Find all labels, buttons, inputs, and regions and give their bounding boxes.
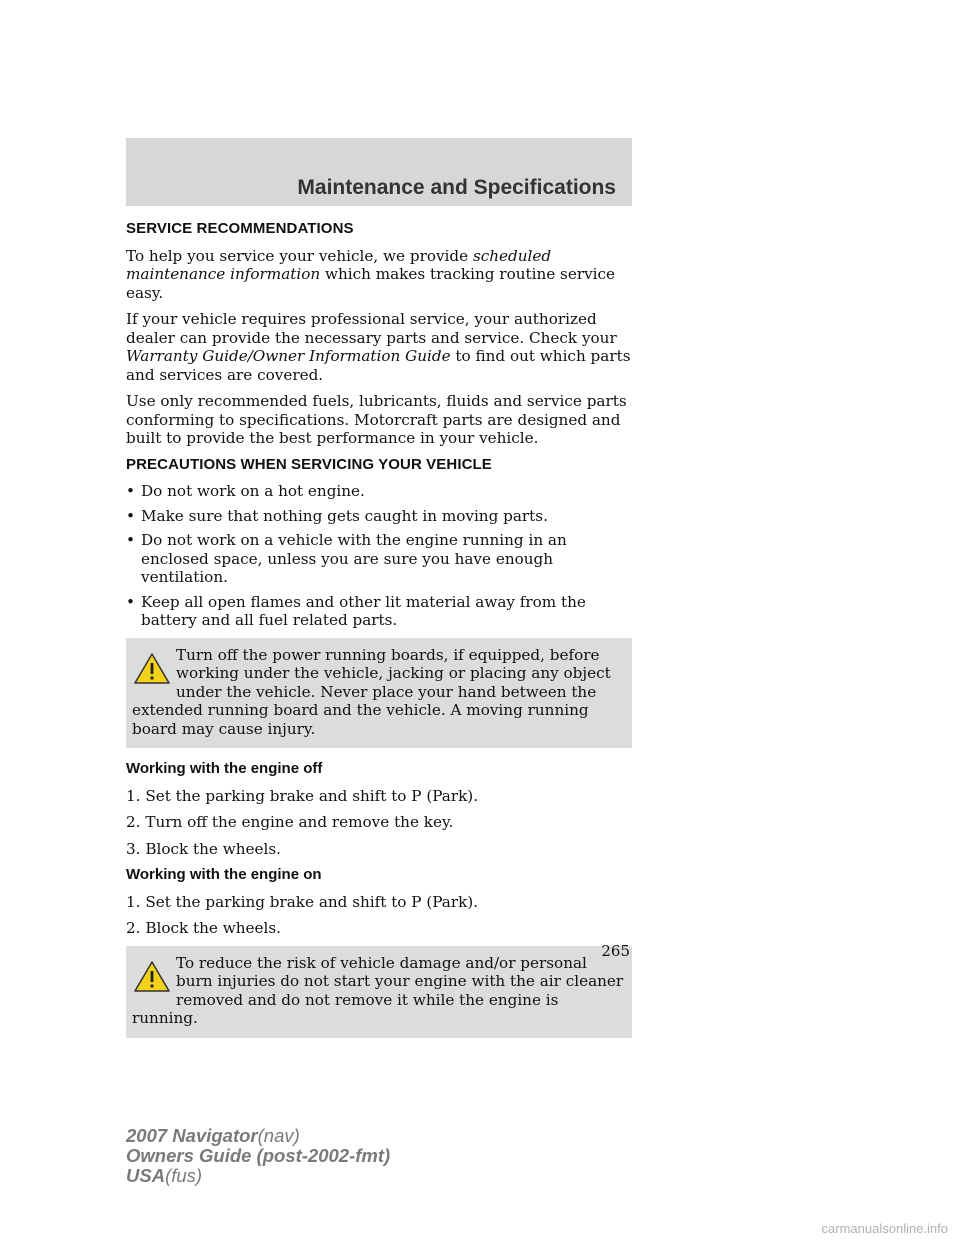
- warning-triangle-icon: [132, 958, 176, 994]
- warranty-guide-emphasis: Warranty Guide/Owner Information Guide: [126, 347, 451, 365]
- footer-line-1: 2007 Navigator(nav): [126, 1125, 300, 1146]
- page-number: 265: [601, 942, 630, 960]
- engine-off-step: 3. Block the wheels.: [126, 839, 281, 858]
- engine-off-step: 1. Set the parking brake and shift to P (Park).: [126, 786, 479, 805]
- air-cleaner-warning-text: To reduce the risk of vehicle damage and/or personal burn injuries do not start your engine with the air cleaner removed and do not remove it while the engine is running.: [132, 953, 624, 1027]
- air-cleaner-warning: [126, 946, 632, 1038]
- site-watermark: carmanualsonline.info: [821, 1221, 948, 1236]
- running-board-warning: [126, 638, 632, 749]
- list-item: • Make sure that nothing gets caught in moving parts.: [126, 507, 632, 526]
- engine-on-heading: Working with the engine on: [126, 866, 322, 883]
- list-item: • Do not work on a vehicle with the engine running in an enclosed space, unless you are sure you have enough ventilation.: [126, 531, 632, 587]
- engine-off-heading: Working with the engine off: [126, 760, 323, 777]
- warning-triangle-icon: [132, 650, 176, 686]
- service-paragraph-1: To help you service your vehicle, we provide scheduled maintenance information which makes tracking routine service easy.: [126, 246, 616, 302]
- footer-line-3: USA(fus): [126, 1165, 203, 1186]
- precautions-list: [126, 482, 632, 630]
- page-content: [126, 220, 632, 1050]
- document-footer: [126, 1126, 390, 1186]
- section-header-band: [126, 138, 632, 206]
- engine-off-step: 2. Turn off the engine and remove the key.: [126, 813, 454, 831]
- service-paragraph-3: Use only recommended fuels, lubricants, fluids and service parts conforming to specifications. Motorcraft parts are designed and built to provide the best performance in your vehicle.: [126, 392, 627, 447]
- engine-on-step: 1. Set the parking brake and shift to P (Park).: [126, 892, 479, 911]
- precautions-heading: PRECAUTIONS WHEN SERVICING YOUR VEHICLE: [126, 455, 492, 473]
- running-board-warning-text: Turn off the power running boards, if equipped, before working under the vehicle, jacking or placing any object under the vehicle. Never place your hand between the extended running board and the vehicle. A moving running board may cause injury.: [132, 645, 611, 738]
- list-item: • Keep all open flames and other lit material away from the battery and all fuel related parts.: [126, 593, 632, 630]
- service-recommendations-heading: SERVICE RECOMMENDATIONS: [126, 220, 354, 237]
- section-title: Maintenance and Specifications: [297, 176, 616, 199]
- list-item: • Do not work on a hot engine.: [126, 482, 632, 501]
- footer-line-2: Owners Guide (post-2002-fmt): [126, 1145, 391, 1166]
- engine-on-step: 2. Block the wheels.: [126, 919, 281, 937]
- service-paragraph-2: If your vehicle requires professional service, your authorized dealer can provide the necessary parts and service. Check your Warranty Guide/Owner Information Guide to find out which parts and services are covered.: [126, 310, 631, 384]
- scheduled-maintenance-emphasis: scheduled maintenance information: [126, 246, 552, 283]
